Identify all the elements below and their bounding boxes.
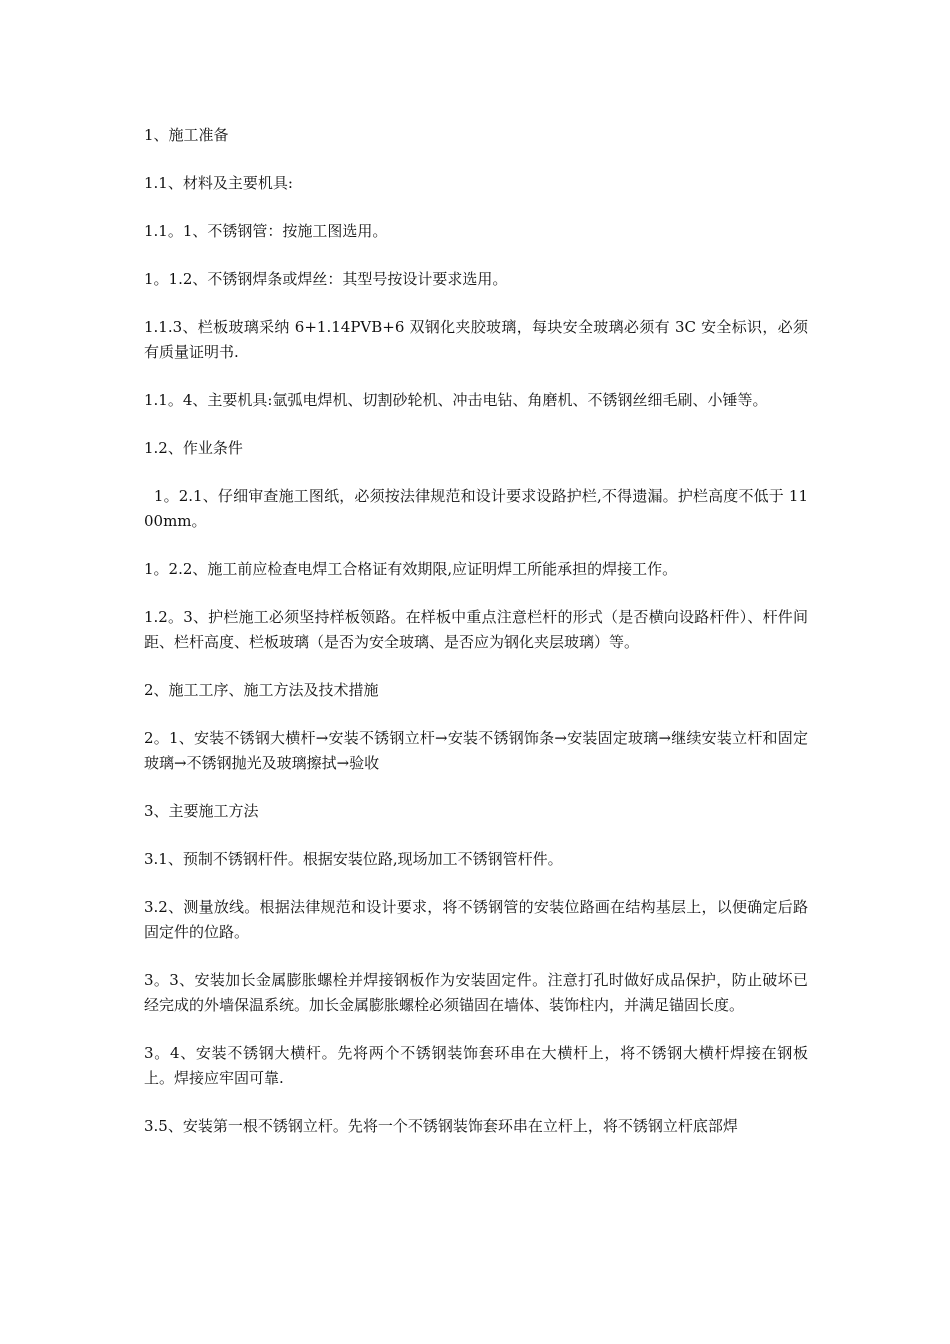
heading-construction-preparation: 1、施工准备 [144,126,229,144]
paragraph-stainless-pipe: 1.1。1、不锈钢管：按施工图选用。 [144,222,388,240]
paragraph-installation-sequence: 2。1、安装不锈钢大横杆→安装不锈钢立杆→安装不锈钢饰条→安装固定玻璃→继续安装立杆和固定玻璃→不锈钢抛光及玻璃擦拭→验收 [144,729,808,772]
paragraph-welding-rod: 1。1.2、不锈钢焊条或焊丝：其型号按设计要求选用。 [144,270,508,288]
paragraph-survey-layout: 3.2、测量放线。根据法律规范和设计要求，将不锈钢管的安装位路画在结构基层上，以便确定后路固定件的位路。 [144,898,808,941]
paragraph-sample-guidance: 1.2。3、护栏施工必须坚持样板领路。在样板中重点注意栏杆的形式（是否横向设路杆件）、杆件间距、栏杆高度、栏板玻璃（是否为安全玻璃、是否应为钢化夹层玻璃）等。 [144,608,808,651]
paragraph-install-first-post: 3.5、安装第一根不锈钢立杆。先将一个不锈钢装饰套环串在立杆上，将不锈钢立杆底部焊 [144,1117,738,1135]
paragraph-review-drawings: 1。2.1、仔细审查施工图纸，必须按法律规范和设计要求设路护栏,不得遗漏。护栏高度不低于 1100mm。 [144,487,808,530]
heading-materials-and-tools: 1.1、材料及主要机具: [144,174,293,192]
paragraph-prefabricate-members: 3.1、预制不锈钢杆件。根据安装位路,现场加工不锈钢管杆件。 [144,850,563,868]
paragraph-glass-panel: 1.1.3、栏板玻璃采纳 6+1.14PVB+6 双钢化夹胶玻璃，每块安全玻璃必须有 3C 安全标识，必须有质量证明书. [144,318,808,361]
heading-construction-process: 2、施工工序、施工方法及技术措施 [144,681,379,699]
document-body [144,123,808,1162]
paragraph-install-crossbar: 3。4、安装不锈钢大横杆。先将两个不锈钢装饰套环串在大横杆上，将不锈钢大横杆焊接在钢板上。焊接应牢固可靠. [144,1044,808,1087]
heading-main-methods: 3、主要施工方法 [144,802,259,820]
paragraph-welder-certificate: 1。2.2、施工前应检查电焊工合格证有效期限,应证明焊工所能承担的焊接工作。 [144,560,678,578]
paragraph-main-tools: 1.1。4、主要机具:氩弧电焊机、切割砂轮机、冲击电钻、角磨机、不锈钢丝细毛刷、小锤等。 [144,391,768,409]
paragraph-expansion-bolts: 3。3、安装加长金属膨胀螺栓并焊接钢板作为安装固定件。注意打孔时做好成品保护，防止破坏已经完成的外墙保温系统。加长金属膨胀螺栓必须锚固在墙体、装饰柱内，并满足锚固长度。 [144,971,808,1014]
heading-work-conditions: 1.2、作业条件 [144,439,243,457]
